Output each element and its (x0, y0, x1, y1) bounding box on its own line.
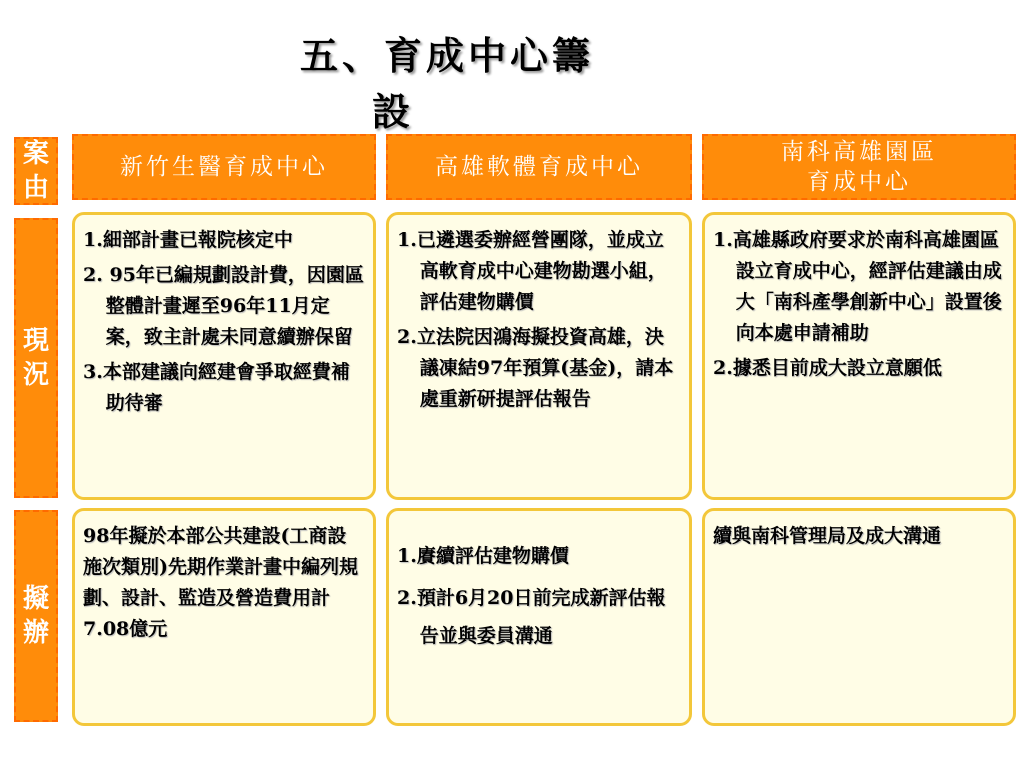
title-line1: 五、育成中心籌 (300, 33, 595, 78)
row-label-plan: 擬辦 (14, 510, 58, 722)
header-southern-science-park: 南科高雄園區 育成中心 (702, 134, 1016, 200)
title-line2: 設 (372, 89, 415, 134)
status-cell-kaohsiung-software (386, 212, 692, 500)
status-cell-southern-science-park (702, 212, 1016, 500)
list-item: 3.本部建議向經建會爭取經費補助待審 (83, 361, 350, 414)
row-label-status: 現況 (14, 218, 58, 498)
plan-cell-kaohsiung-software (386, 508, 692, 726)
page-title (300, 28, 660, 140)
list-item: 1.細部計畫已報院核定中 (83, 229, 293, 251)
plan-text: 98年擬於本部公共建設(工商設施次類別)先期作業計畫中編列規劃、設計、監造及營造費用計7.08億元 (83, 525, 358, 640)
list-item: 2.據悉目前成大設立意願低 (713, 357, 942, 379)
header-hsinchu: 新竹生醫育成中心 (72, 134, 376, 200)
row-label-case: 案由 (14, 137, 58, 205)
list-item: 1.高雄縣政府要求於南科高雄園區設立育成中心，經評估建議由成大「南科產學創新中心」設置後向本處申請補助 (713, 229, 1002, 344)
list-item: 1.已遴選委辦經營團隊，並成立高軟育成中心建物勘選小組，評估建物購價 (397, 229, 667, 313)
plan-cell-hsinchu (72, 508, 376, 726)
list-item: 2.預計6月20日前完成新評估報告並與委員溝通 (397, 587, 666, 647)
list-item: 2. 95年已編規劃設計費，因園區整體計畫遲至96年11月定案，致主計處未同意續辦保留 (83, 264, 364, 348)
plan-cell-southern-science-park (702, 508, 1016, 726)
status-cell-hsinchu (72, 212, 376, 500)
list-item: 2.立法院因鴻海擬投資高雄，決議凍結97年預算(基金)，請本處重新研提評估報告 (397, 326, 674, 410)
plan-text: 續與南科管理局及成大溝通 (713, 525, 942, 547)
header-kaohsiung-software: 高雄軟體育成中心 (386, 134, 692, 200)
list-item: 1.賡續評估建物購價 (397, 545, 569, 567)
